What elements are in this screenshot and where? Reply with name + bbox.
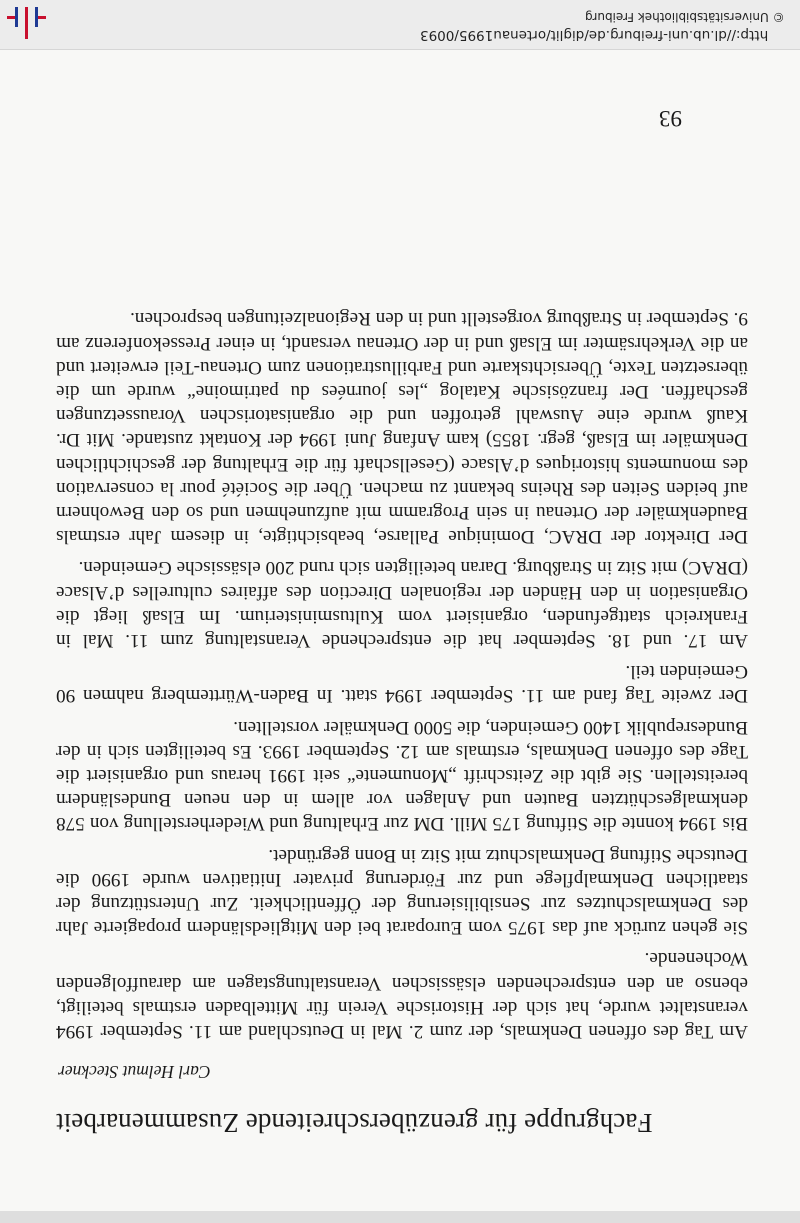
paragraph: Bis 1994 konnte die Stiftung 175 Mill. DM zur Erhaltung und Wiederherstellung von 578 denkmalgeschützten Bauten und Anlagen vor allem in den neuen Bundesländern bereitstellen. Sie gibt die Zeitschrift „Monumente“ seit 1991 heraus und organisiert die Tage des offenen Denkmals, erstmals am 12. September 1993. Es beteiligten sich in der Bundesrepublik 1400 Gemeinden, die 5000 Denkmäler vorstellten. (56, 716, 748, 835)
page-bottom-edge (0, 1211, 800, 1223)
page-number: 93 (659, 106, 682, 131)
source-url-link[interactable]: http://dl.ub.uni-freiburg.de/diglit/ortenau1995/0093 (420, 27, 769, 43)
viewer-header (0, 0, 800, 50)
copyright-notice: © Universitätsbibliothek Freiburg (585, 10, 785, 24)
article (56, 299, 748, 1183)
paragraph: Am 17. und 18. September hat die entsprechende Veranstaltung zum 11. Mal in Frankreich stattgefunden, organisiert vom Kultusministerium. Im Elsaß liegt die Organisation in den Händen der regionalen Direction des affaires culturelles d’Alsace (DRAC) mit Sitz in Straßburg. Daran beteiligten sich rund 200 elsässische Gemeinden. (56, 557, 748, 651)
paragraph: Der zweite Tag fand am 11. September 1994 statt. In Baden-Württemberg nahmen 90 Gemeinden teil. (56, 661, 748, 707)
paragraph: Sie gehen zurück auf das 1975 vom Europarat bei den Mitgliedsländern propagierte Jahr des Denkmalschutzes zur Sensibilisierung der Öffentlichkeit. Zur Unterstützung der staatlichen Denkmalpflege und zur Förderung privater Initiativen wurde 1990 die Deutsche Stiftung Denkmalschutz mit Sitz in Bonn gegründet. (56, 844, 748, 939)
document-page (0, 50, 800, 1223)
paragraph: Am Tag des offenen Denkmals, der zum 2. Mal in Deutschland am 11. September 1994 veranstaltet wurde, hat sich der Historische Verein für Mittelbaden erstmals beteiligt, ebenso an den entsprechenden elsässischen Veranstaltungstagen am darauffolgenden Wochenende. (56, 948, 748, 1042)
library-logo-icon (4, 5, 50, 41)
article-title: Fachgruppe für grenzüberschreitende Zusammenarbeit (56, 1108, 653, 1138)
paragraph: Der Direktor der DRAC, Dominique Pallarse, beabsichtigte, in diesem Jahr erstmals Baudenkmäler der Ortenau in sein Programm mit aufzunehmen und so den Bewohnern auf beiden Seiten des Rheins bekannt zu machen. Über die Société pour la conservation des monuments historiques d’Alsace (Gesellschaft für die Erhaltung der geschichtlichen Denkmäler im Elsaß, gegr. 1855) kam Anfang Juni 1994 der Kontakt zustande. Mit Dr. Kauß wurde eine Auswahl getroffen und die organisatorischen Voraussetzungen geschaffen. Der französische Katalog „les journées du patrimoine“ wurde um die übersetzten Texte, Übersichtskarte und Farbillustrationen zum Ortenau-Teil erweitert und an die Verkehrsämter im Elsaß und in der Ortenau versandt, in einer Pressekonferenz am 9. September in Straßburg vorgestellt und in den Regionalzeitungen besprochen. (56, 308, 748, 548)
article-author: Carl Helmut Steckner (58, 1062, 211, 1082)
article-body (56, 306, 748, 1043)
